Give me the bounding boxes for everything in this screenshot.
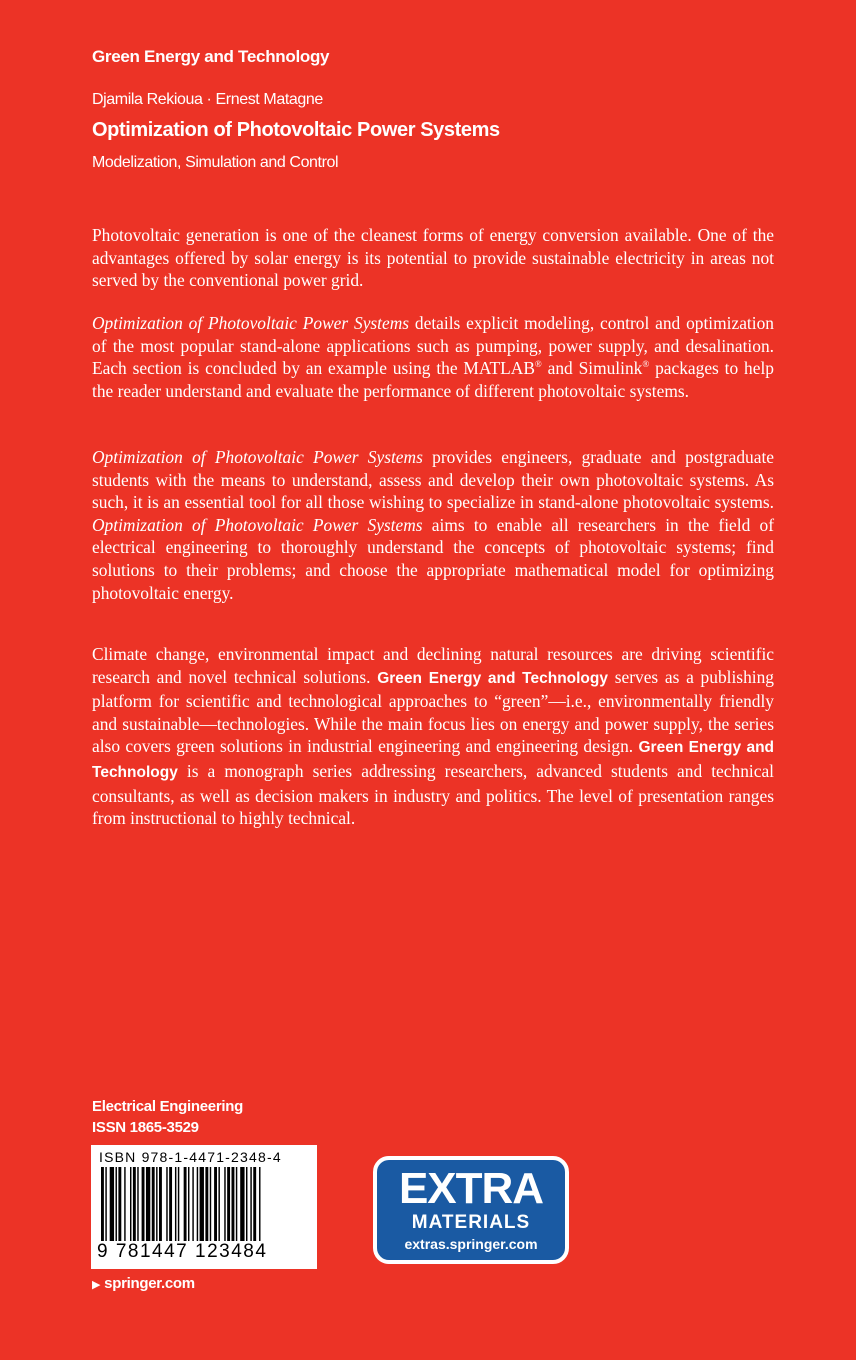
book-subtitle: Modelization, Simulation and Control <box>92 154 339 171</box>
barcode-bar <box>152 1167 155 1247</box>
text-span: Climate change, environmental impact and declining natural resources are driving scientific research and novel technical solutions. <box>92 644 774 687</box>
text-span: and Simulink <box>541 358 643 379</box>
barcode-bar <box>246 1167 247 1247</box>
barcode-bar <box>250 1167 251 1247</box>
text-span: serves as a publishing platform for scientific and technological approaches to “green”—i.e., environmentally friendly and sustainable—technologies. While the main focus lies on energy and power supply, the series also covers green solutions in industrial engineering and engineering design. <box>92 666 774 757</box>
text-span: details explicit modeling, control and optimization of the most popular stand-alone applications such as pumping, power supply, and desalination. Each section is concluded by an example using the MATLAB <box>92 313 774 379</box>
description-paragraph-2 <box>92 312 774 402</box>
barcode-bar <box>184 1167 187 1247</box>
barcode-bar <box>166 1167 167 1247</box>
barcode-bar <box>159 1167 162 1247</box>
title-reference: Optimization of Photovoltaic Power Systems <box>92 514 423 535</box>
extra-materials-label: MATERIALS <box>411 1212 531 1233</box>
publisher-website[interactable] <box>92 1275 195 1292</box>
description-paragraph-1: Photovoltaic generation is one of the cleanest forms of energy conversion available. One of the advantages offered by solar energy is its potential to provide sustainable electricity in areas not served by the conventional power grid. <box>92 225 774 291</box>
barcode-bar <box>205 1167 208 1247</box>
series-reference: Green Energy and Technology <box>92 739 775 781</box>
barcode-bar <box>192 1167 193 1247</box>
barcode-bars <box>99 1167 309 1247</box>
barcode-bar <box>200 1167 204 1247</box>
website-text: springer.com <box>104 1275 195 1292</box>
book-title: Optimization of Photovoltaic Power Systems <box>92 119 500 141</box>
extra-materials-badge <box>373 1156 569 1264</box>
barcode-bar <box>224 1167 225 1247</box>
barcode-bar <box>118 1167 121 1247</box>
text-span: packages to help the reader understand and evaluate the performance of different photovoltaic systems. <box>92 358 774 401</box>
title-reference: Optimization of Photovoltaic Power Systems <box>92 447 423 467</box>
barcode-bar <box>124 1167 125 1247</box>
title-reference: Optimization of Photovoltaic Power Systems <box>92 313 410 333</box>
text-span: aims to enable all researchers in the field of electrical engineering to thoroughly understand the concepts of photovoltaic systems; find solutions to their problems; and choose the appropriate mathematical model for optimizing photovoltaic energy. <box>92 514 774 603</box>
registered-mark: ® <box>534 359 542 370</box>
series-description <box>92 643 774 830</box>
barcode-bar <box>178 1167 179 1247</box>
authors: Djamila Rekioua · Ernest Matagne <box>92 91 323 108</box>
subject-info <box>92 1096 243 1138</box>
barcode-bar <box>116 1167 117 1247</box>
barcode-bar <box>130 1167 131 1247</box>
barcode-bar <box>146 1167 150 1247</box>
barcode-bar <box>210 1167 211 1247</box>
barcode-bar <box>259 1167 260 1247</box>
barcode-bar <box>105 1167 106 1247</box>
barcode-bar <box>169 1167 172 1247</box>
barcode-bar <box>156 1167 157 1247</box>
series-reference: Green Energy and Technology <box>377 669 608 687</box>
barcode-bar <box>236 1167 237 1247</box>
barcode-bar <box>218 1167 219 1247</box>
barcode-bar <box>197 1167 198 1247</box>
arrow-right-icon: ▶ <box>92 1279 101 1291</box>
barcode-bar <box>253 1167 256 1247</box>
issn: ISSN 1865-3529 <box>92 1119 199 1136</box>
barcode-bar <box>137 1167 138 1247</box>
extra-word: EXTRA <box>398 1164 544 1213</box>
barcode-bar <box>133 1167 136 1247</box>
barcode-bar <box>214 1167 217 1247</box>
isbn-digits: 9 781447 123484 <box>94 1241 270 1263</box>
barcode-bar <box>110 1167 114 1247</box>
isbn-barcode <box>91 1145 317 1269</box>
description-paragraph-3 <box>92 446 774 604</box>
barcode-bar <box>232 1167 235 1247</box>
extra-url: extras.springer.com <box>404 1236 538 1252</box>
series-name: Green Energy and Technology <box>92 47 330 66</box>
barcode-bar <box>175 1167 176 1247</box>
isbn-label: ISBN 978-1-4471-2348-4 <box>99 1149 282 1165</box>
barcode-bar <box>101 1167 104 1247</box>
barcode-bar <box>240 1167 244 1247</box>
subject-category: Electrical Engineering <box>92 1098 243 1115</box>
text-span: provides engineers, graduate and postgraduate students with the means to understand, assess and develop their own photovoltaic systems. As such, it is an essential tool for all those wishing to specialize in stand-alone photovoltaic systems. <box>92 447 774 513</box>
barcode-bar <box>227 1167 230 1247</box>
barcode-bar <box>142 1167 145 1247</box>
text-span: is a monograph series addressing researchers, advanced students and technical consultants, as well as decision makers in industry and politics. The level of presentation ranges from instructional to highly technical. <box>92 760 774 829</box>
barcode-bar <box>188 1167 189 1247</box>
registered-mark: ® <box>642 359 650 370</box>
